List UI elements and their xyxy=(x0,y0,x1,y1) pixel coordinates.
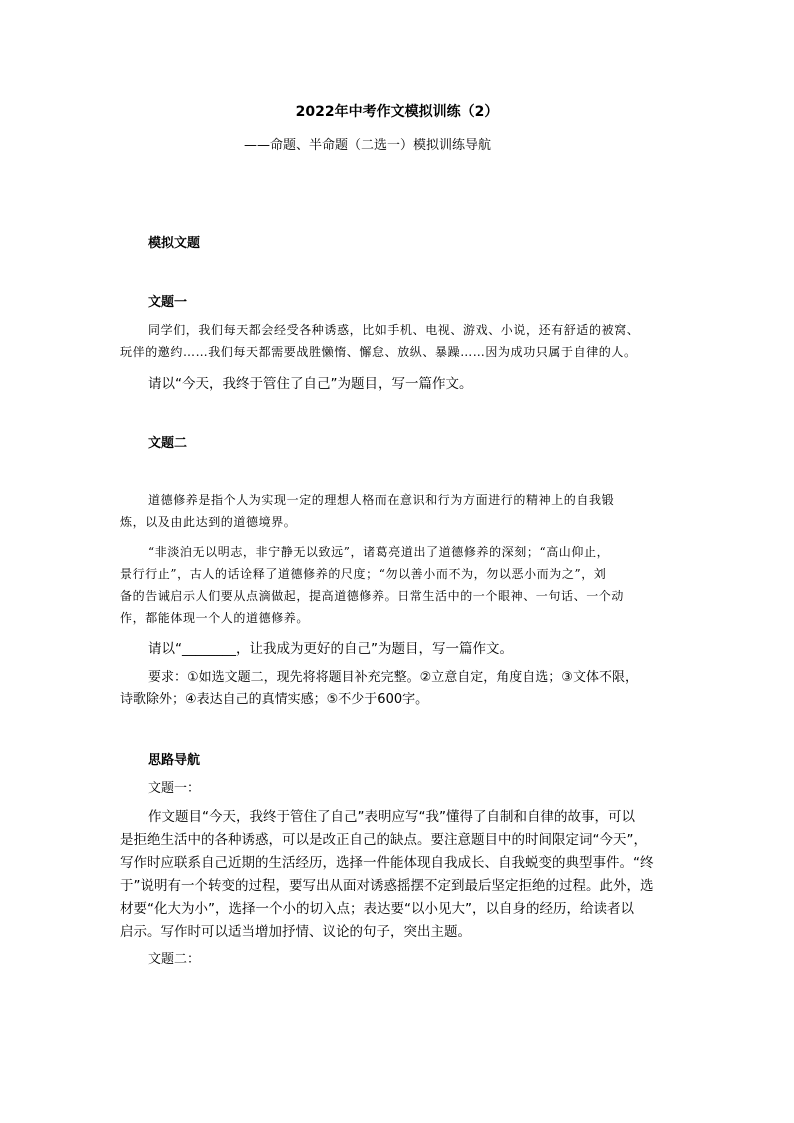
topic1-intro-line: 玩伴的邀约……我们每天都需要战胜懒惰、懈怠、放纵、暴躁……因为成功只属于自律的人。 xyxy=(120,345,637,359)
topic2-heading: 文题二 xyxy=(148,436,188,451)
topic2-paragraph-line: “非淡泊无以明志，非宁静无以致远”，诸葛亮道出了道德修养的深刻；“高山仰止， xyxy=(148,545,610,559)
topic1-intro-line: 同学们，我们每天都会经受各种诱惑，比如手机、电视、游戏、小说，还有舒适的被窝、 xyxy=(148,323,640,337)
guide-paragraph-line: 材要“化大为小”，选择一个小的切入点；表达要“以小见大”，以自身的经历，给读者以 xyxy=(120,901,634,917)
topic2-paragraph-line: 道德修养是指个人为实现一定的理想人格而在意识和行为方面进行的精神上的自我锻 xyxy=(148,493,615,507)
topic2-requirements-line: 诗歌除外；④表达自己的真情实感；⑤不少于600字。 xyxy=(120,692,429,707)
topic2-paragraph-line: 景行行止”，古人的话诠释了道德修养的尺度；“勿以善小而不为，勿以恶小而为之”，刘 xyxy=(120,567,607,581)
guide-topic2-label: 文题二： xyxy=(148,952,201,967)
topic2-paragraph-line: 备的告诫启示人们要从点滴做起，提高道德修养。日常生活中的一个眼神、一句话、一个动 xyxy=(120,589,625,603)
guide-paragraph-line: 写作时应联系自己近期的生活经历，选择一件能体现自我成长、自我蜕变的典型事件。“终 xyxy=(120,855,654,871)
section-heading-mock-topics: 模拟文题 xyxy=(148,236,201,251)
guide-topic1-label: 文题一： xyxy=(148,781,201,796)
topic2-requirements-line: 要求：①如选文题二，现先将将题目补充完整。②立意自定，角度自选；③文体不限， xyxy=(148,670,638,685)
topic1-heading: 文题一 xyxy=(148,295,188,310)
guide-paragraph-line: 于”说明有一个转变的过程，要写出从面对诱惑摇摆不定到最后坚定拒绝的过程。此外，选 xyxy=(120,878,654,894)
topic1-prompt: 请以“今天，我终于管住了自己”为题目，写一篇作文。 xyxy=(148,376,473,392)
topic2-prompt: 请以“________，让我成为更好的自己”为题目，写一篇作文。 xyxy=(148,641,513,657)
guide-paragraph-line: 作文题目“今天，我终于管住了自己”表明应写“我”懂得了自制和自律的故事，可以 xyxy=(148,809,635,825)
guide-paragraph-line: 启示。写作时可以适当增加抒情、议论的句子，突出主题。 xyxy=(120,924,471,940)
guide-paragraph-line: 是拒绝生活中的各种诱惑，可以是改正自己的缺点。要注意题目中的时间限定词“今天”， xyxy=(120,832,647,848)
document-subtitle: ——命题、半命题（二选一）模拟训练导航 xyxy=(244,138,492,153)
section-heading-guide: 思路导航 xyxy=(148,753,201,768)
topic2-paragraph-line: 作，都能体现一个人的道德修养。 xyxy=(120,611,310,625)
document-title: 2022年中考作文模拟训练（2） xyxy=(295,104,499,120)
topic2-paragraph-line: 炼，以及由此达到的道德境界。 xyxy=(120,515,297,529)
